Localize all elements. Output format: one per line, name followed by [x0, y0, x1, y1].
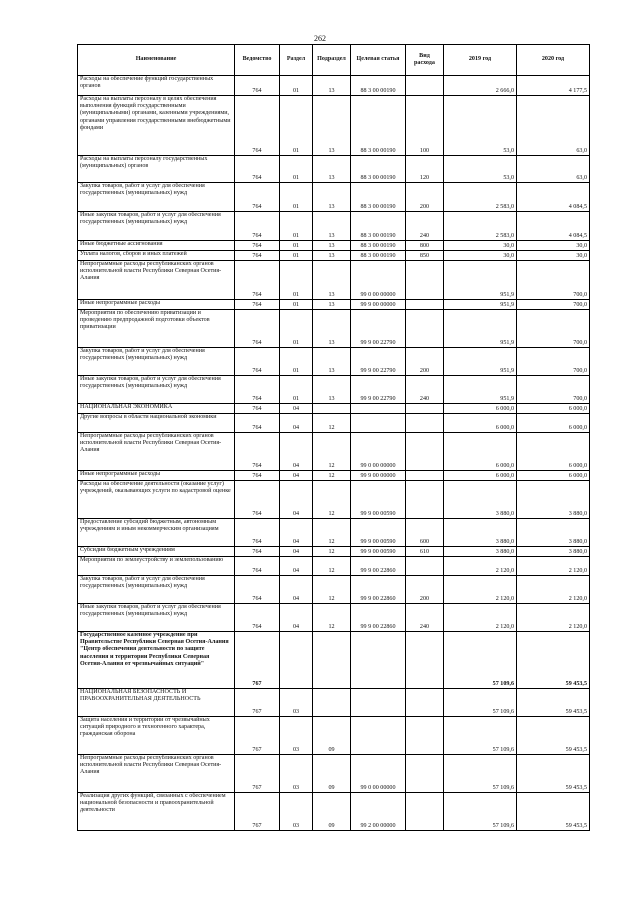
row-expense-type: [406, 310, 444, 348]
row-target-article: 99 9 00 22860: [351, 557, 406, 576]
row-department: 764: [235, 241, 280, 251]
row-section: 01: [280, 241, 313, 251]
row-amount-2020: 59 453,5: [517, 632, 590, 689]
row-amount-2020: 59 453,5: [517, 717, 590, 755]
row-expense-type: 600: [406, 519, 444, 547]
row-amount-2020: 59 453,5: [517, 755, 590, 793]
row-department: 764: [235, 156, 280, 183]
row-expense-type: [406, 632, 444, 689]
row-department: 764: [235, 212, 280, 241]
row-name: Закупка товаров, работ и услуг для обеспечения государственных (муниципальных) нужд: [78, 576, 235, 604]
row-amount-2020: 30,0: [517, 241, 590, 251]
row-expense-type: [406, 793, 444, 831]
row-subsection: 09: [313, 755, 351, 793]
row-target-article: 88 3 00 00190: [351, 251, 406, 261]
row-amount-2020: 6 000,0: [517, 414, 590, 433]
row-section: 03: [280, 793, 313, 831]
row-amount-2019: 951,9: [444, 348, 517, 376]
row-department: 764: [235, 348, 280, 376]
row-section: 01: [280, 261, 313, 300]
row-expense-type: 610: [406, 547, 444, 557]
row-amount-2020: 700,0: [517, 300, 590, 310]
row-name: Иные закупки товаров, работ и услуг для обеспечения государственных (муниципальных) нужд: [78, 376, 235, 404]
row-subsection: 13: [313, 241, 351, 251]
row-name: Государственное казенное учреждение при Правительстве Республики Северная Осетия-Алания "Центр обеспечения деятельности по защите населения и территории Республики Северная Осетия-Алания от чрезвычайных ситуаций": [78, 632, 235, 689]
row-department: 764: [235, 96, 280, 156]
row-target-article: 99 9 00 22790: [351, 310, 406, 348]
row-expense-type: 200: [406, 348, 444, 376]
row-amount-2020: 3 880,0: [517, 481, 590, 519]
row-department: 767: [235, 755, 280, 793]
row-expense-type: [406, 717, 444, 755]
row-section: 04: [280, 519, 313, 547]
row-amount-2019: 3 880,0: [444, 481, 517, 519]
row-section: 01: [280, 310, 313, 348]
table-row: [78, 632, 590, 689]
table-row: [78, 755, 590, 793]
row-amount-2020: 63,0: [517, 96, 590, 156]
row-amount-2019: 6 000,0: [444, 433, 517, 471]
row-expense-type: [406, 414, 444, 433]
row-target-article: 99 0 00 00000: [351, 433, 406, 471]
table-row: [78, 793, 590, 831]
row-name: Непрограммные расходы республиканских органов исполнительной власти Республики Северная Осетия-Алания: [78, 755, 235, 793]
row-amount-2019: 57 109,6: [444, 755, 517, 793]
row-name: Уплата налогов, сборов и иных платежей: [78, 251, 235, 261]
row-expense-type: [406, 261, 444, 300]
row-subsection: 12: [313, 604, 351, 632]
table-row: [78, 310, 590, 348]
row-department: 764: [235, 471, 280, 481]
row-department: 764: [235, 300, 280, 310]
row-subsection: 12: [313, 519, 351, 547]
row-expense-type: [406, 689, 444, 717]
row-amount-2019: 951,9: [444, 376, 517, 404]
row-amount-2020: 30,0: [517, 251, 590, 261]
row-name: Другие вопросы в области национальной экономики: [78, 414, 235, 433]
column-header-section: Раздел: [280, 45, 313, 76]
page-number: 262: [314, 34, 326, 43]
row-name: Иные непрограммные расходы: [78, 471, 235, 481]
row-amount-2019: 57 109,6: [444, 717, 517, 755]
row-amount-2020: 3 880,0: [517, 547, 590, 557]
row-name: Мероприятия по землеустройству и землепользованию: [78, 557, 235, 576]
row-target-article: 99 9 00 22860: [351, 604, 406, 632]
row-name: Расходы на выплаты персоналу в целях обеспечения выполнения функций государственными (муниципальными) органами, казенными учреждениями, органами управления государственными внебюджетными фондами: [78, 96, 235, 156]
row-target-article: 99 9 00 00590: [351, 519, 406, 547]
row-department: 764: [235, 261, 280, 300]
row-section: 01: [280, 251, 313, 261]
row-subsection: 13: [313, 261, 351, 300]
row-amount-2019: 53,0: [444, 156, 517, 183]
row-target-article: 99 9 00 22790: [351, 348, 406, 376]
row-target-article: 99 9 00 22860: [351, 576, 406, 604]
row-target-article: [351, 404, 406, 414]
row-expense-type: [406, 471, 444, 481]
row-department: 767: [235, 793, 280, 831]
row-section: 01: [280, 376, 313, 404]
row-subsection: 13: [313, 348, 351, 376]
row-subsection: [313, 404, 351, 414]
column-header-target-article: Целевая статья: [351, 45, 406, 76]
row-amount-2020: 59 453,5: [517, 689, 590, 717]
table-header-row: [78, 45, 590, 76]
table-row: [78, 557, 590, 576]
table-row: [78, 689, 590, 717]
row-subsection: 13: [313, 76, 351, 96]
row-amount-2020: 6 000,0: [517, 471, 590, 481]
table-row: [78, 76, 590, 96]
row-name: Иные закупки товаров, работ и услуг для обеспечения государственных (муниципальных) нужд: [78, 604, 235, 632]
row-expense-type: 240: [406, 604, 444, 632]
row-subsection: 09: [313, 717, 351, 755]
row-name: Иные бюджетные ассигнования: [78, 241, 235, 251]
row-amount-2019: 6 000,0: [444, 404, 517, 414]
row-amount-2019: 30,0: [444, 251, 517, 261]
row-target-article: 88 3 00 00190: [351, 183, 406, 212]
row-subsection: 13: [313, 251, 351, 261]
row-target-article: 88 3 00 00190: [351, 96, 406, 156]
row-amount-2019: 6 000,0: [444, 414, 517, 433]
table-row: [78, 604, 590, 632]
table-row: [78, 576, 590, 604]
row-expense-type: 200: [406, 576, 444, 604]
row-subsection: 12: [313, 481, 351, 519]
row-department: 764: [235, 76, 280, 96]
row-name: Мероприятия по обеспечению приватизации и проведению предпродажной подготовки объектов приватизации: [78, 310, 235, 348]
row-amount-2020: 6 000,0: [517, 404, 590, 414]
row-expense-type: [406, 755, 444, 793]
row-section: 01: [280, 183, 313, 212]
row-subsection: 13: [313, 96, 351, 156]
row-section: 01: [280, 76, 313, 96]
row-target-article: 88 3 00 00190: [351, 156, 406, 183]
row-amount-2019: 2 120,0: [444, 557, 517, 576]
row-expense-type: 120: [406, 156, 444, 183]
row-name: Непрограммные расходы республиканских органов исполнительной власти Республики Северная Осетия-Алания: [78, 433, 235, 471]
row-target-article: 88 3 00 00190: [351, 212, 406, 241]
row-name: Субсидии бюджетным учреждениям: [78, 547, 235, 557]
row-subsection: [313, 632, 351, 689]
row-section: 01: [280, 348, 313, 376]
row-subsection: 12: [313, 471, 351, 481]
row-name: Иные закупки товаров, работ и услуг для обеспечения государственных (муниципальных) нужд: [78, 212, 235, 241]
row-amount-2019: 3 880,0: [444, 519, 517, 547]
row-amount-2019: 57 109,6: [444, 689, 517, 717]
row-target-article: 99 0 00 00000: [351, 261, 406, 300]
row-amount-2020: 4 084,5: [517, 212, 590, 241]
row-amount-2020: 63,0: [517, 156, 590, 183]
row-department: 764: [235, 404, 280, 414]
row-target-article: 99 9 00 22790: [351, 376, 406, 404]
row-subsection: 12: [313, 557, 351, 576]
row-name: Расходы на выплаты персоналу государственных (муниципальных) органов: [78, 156, 235, 183]
row-target-article: 99 9 00 00590: [351, 547, 406, 557]
row-expense-type: 240: [406, 376, 444, 404]
table-row: [78, 519, 590, 547]
row-expense-type: 100: [406, 96, 444, 156]
row-name: Расходы на обеспечение деятельности (оказание услуг) учреждений, оказывающих услуги по кадастровой оценке: [78, 481, 235, 519]
row-amount-2019: 951,9: [444, 310, 517, 348]
row-amount-2019: 2 120,0: [444, 576, 517, 604]
row-section: 04: [280, 471, 313, 481]
row-amount-2020: 2 120,0: [517, 604, 590, 632]
table-row: [78, 433, 590, 471]
column-header-2019: 2019 год: [444, 45, 517, 76]
row-expense-type: 200: [406, 183, 444, 212]
row-target-article: [351, 632, 406, 689]
row-section: [280, 632, 313, 689]
table-row: [78, 404, 590, 414]
row-department: 767: [235, 689, 280, 717]
row-department: 764: [235, 433, 280, 471]
row-subsection: [313, 689, 351, 717]
row-amount-2019: 951,9: [444, 300, 517, 310]
row-subsection: 13: [313, 376, 351, 404]
column-header-name: Наименование: [78, 45, 235, 76]
row-expense-type: [406, 76, 444, 96]
row-section: 01: [280, 300, 313, 310]
row-department: 764: [235, 251, 280, 261]
row-subsection: 13: [313, 156, 351, 183]
column-header-department: Ведомство: [235, 45, 280, 76]
table-row: [78, 547, 590, 557]
row-department: 764: [235, 414, 280, 433]
row-section: 03: [280, 755, 313, 793]
table-row: [78, 300, 590, 310]
row-amount-2020: 700,0: [517, 348, 590, 376]
row-section: 04: [280, 557, 313, 576]
row-subsection: 12: [313, 576, 351, 604]
row-name: Реализация других функций, связанных с обеспечением национальной безопасности и правоохранительной деятельности: [78, 793, 235, 831]
row-department: 764: [235, 481, 280, 519]
row-expense-type: [406, 300, 444, 310]
row-amount-2020: 3 880,0: [517, 519, 590, 547]
row-name: НАЦИОНАЛЬНАЯ ЭКОНОМИКА: [78, 404, 235, 414]
table-row: [78, 251, 590, 261]
row-amount-2019: 6 000,0: [444, 471, 517, 481]
table-row: [78, 261, 590, 300]
row-section: 03: [280, 689, 313, 717]
table-row: [78, 156, 590, 183]
table-row: [78, 481, 590, 519]
row-target-article: 99 2 00 00000: [351, 793, 406, 831]
row-amount-2020: 2 120,0: [517, 576, 590, 604]
row-amount-2019: 53,0: [444, 96, 517, 156]
row-expense-type: [406, 433, 444, 471]
row-subsection: 13: [313, 300, 351, 310]
row-name: Непрограммные расходы республиканских органов исполнительной власти Республики Северная Осетия-Алания: [78, 261, 235, 300]
row-section: 04: [280, 604, 313, 632]
row-section: 04: [280, 414, 313, 433]
row-target-article: [351, 414, 406, 433]
row-expense-type: [406, 404, 444, 414]
row-name: Расходы на обеспечение функций государственных органов: [78, 76, 235, 96]
row-amount-2019: 951,9: [444, 261, 517, 300]
row-amount-2020: 2 120,0: [517, 557, 590, 576]
row-amount-2020: 59 453,5: [517, 793, 590, 831]
row-target-article: 99 9 00 00000: [351, 471, 406, 481]
row-expense-type: 850: [406, 251, 444, 261]
row-name: Закупка товаров, работ и услуг для обеспечения государственных (муниципальных) нужд: [78, 183, 235, 212]
row-department: 764: [235, 519, 280, 547]
row-amount-2019: 2 583,0: [444, 183, 517, 212]
row-section: 04: [280, 433, 313, 471]
row-subsection: 13: [313, 212, 351, 241]
column-header-2020: 2020 год: [517, 45, 590, 76]
row-section: 01: [280, 212, 313, 241]
row-name: Предоставление субсидий бюджетным, автономным учреждениям и иным некоммерческим организациям: [78, 519, 235, 547]
row-name: Защита населения и территории от чрезвычайных ситуаций природного и техногенного характера, гражданская оборона: [78, 717, 235, 755]
row-amount-2020: 700,0: [517, 376, 590, 404]
row-subsection: 12: [313, 414, 351, 433]
table-row: [78, 376, 590, 404]
row-amount-2020: 700,0: [517, 261, 590, 300]
row-section: 03: [280, 717, 313, 755]
row-name: НАЦИОНАЛЬНАЯ БЕЗОПАСНОСТЬ И ПРАВООХРАНИТЕЛЬНАЯ ДЕЯТЕЛЬНОСТЬ: [78, 689, 235, 717]
row-target-article: [351, 717, 406, 755]
row-section: 04: [280, 404, 313, 414]
row-amount-2019: 2 120,0: [444, 604, 517, 632]
row-subsection: 12: [313, 433, 351, 471]
row-target-article: 99 9 00 00590: [351, 481, 406, 519]
row-department: 764: [235, 310, 280, 348]
row-amount-2019: 3 880,0: [444, 547, 517, 557]
row-amount-2020: 4 177,5: [517, 76, 590, 96]
row-name: Закупка товаров, работ и услуг для обеспечения государственных (муниципальных) нужд: [78, 348, 235, 376]
row-department: 764: [235, 376, 280, 404]
table-row: [78, 183, 590, 212]
row-amount-2019: 57 109,6: [444, 793, 517, 831]
row-section: 04: [280, 576, 313, 604]
row-amount-2020: 4 084,5: [517, 183, 590, 212]
row-target-article: 99 0 00 00000: [351, 755, 406, 793]
row-expense-type: [406, 557, 444, 576]
row-department: 764: [235, 547, 280, 557]
row-expense-type: [406, 481, 444, 519]
row-department: 764: [235, 576, 280, 604]
row-section: 01: [280, 156, 313, 183]
table-row: [78, 212, 590, 241]
row-target-article: 99 9 00 00000: [351, 300, 406, 310]
row-target-article: 88 3 00 00190: [351, 76, 406, 96]
row-amount-2019: 2 666,0: [444, 76, 517, 96]
row-amount-2019: 30,0: [444, 241, 517, 251]
row-amount-2019: 57 109,6: [444, 632, 517, 689]
column-header-subsection: Подраздел: [313, 45, 351, 76]
table-row: [78, 96, 590, 156]
row-department: 764: [235, 604, 280, 632]
table-row: [78, 241, 590, 251]
row-expense-type: 800: [406, 241, 444, 251]
row-department: 767: [235, 632, 280, 689]
row-amount-2020: 700,0: [517, 310, 590, 348]
row-name: Иные непрограммные расходы: [78, 300, 235, 310]
table-row: [78, 471, 590, 481]
row-subsection: 09: [313, 793, 351, 831]
column-header-expense-type: Вид расхода: [406, 45, 444, 76]
row-subsection: 12: [313, 547, 351, 557]
row-department: 764: [235, 557, 280, 576]
table-row: [78, 414, 590, 433]
row-amount-2020: 6 000,0: [517, 433, 590, 471]
row-section: 01: [280, 96, 313, 156]
row-target-article: [351, 689, 406, 717]
table-row: [78, 717, 590, 755]
row-subsection: 13: [313, 310, 351, 348]
row-amount-2019: 2 583,0: [444, 212, 517, 241]
row-section: 04: [280, 481, 313, 519]
budget-table: [77, 44, 590, 831]
row-section: 04: [280, 547, 313, 557]
table-row: [78, 348, 590, 376]
row-department: 764: [235, 183, 280, 212]
row-department: 767: [235, 717, 280, 755]
row-target-article: 88 3 00 00190: [351, 241, 406, 251]
row-subsection: 13: [313, 183, 351, 212]
row-expense-type: 240: [406, 212, 444, 241]
